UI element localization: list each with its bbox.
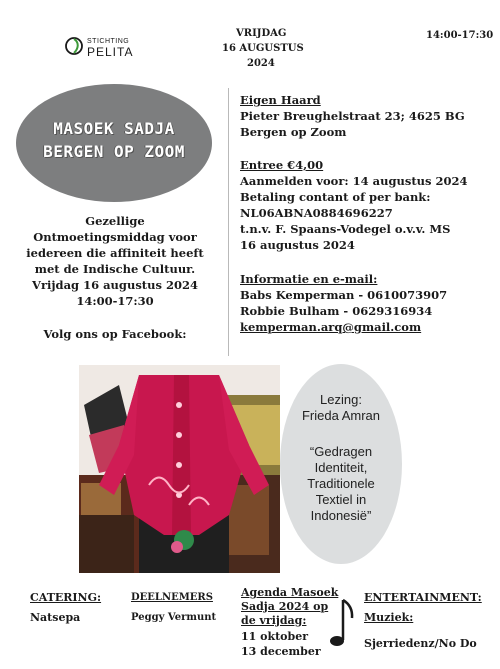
agenda-line-1: Agenda Masoek: [241, 586, 339, 599]
intro-line-4: met de Indische Cultuur.: [34, 262, 196, 276]
venue-name: Eigen Haard: [240, 93, 321, 107]
title-line-1: MASOEK SADJA: [53, 119, 175, 138]
venue-address-2: Bergen op Zoom: [240, 125, 347, 139]
entertainment-heading: ENTERTAINMENT:: [364, 591, 482, 604]
lecture-topic-line-1: “Gedragen: [309, 444, 373, 459]
venue-address-1: Pieter Breughelstraat 23; 4625 BG: [240, 109, 465, 123]
entry-price: Entree €4,00: [240, 158, 324, 172]
intro-line-3: iedereen die affiniteit heeft: [26, 246, 204, 260]
logo-title: PELITA: [87, 45, 134, 59]
column-divider: [228, 88, 229, 356]
music-note-icon: [328, 596, 356, 652]
pelita-logo-icon: [64, 36, 84, 56]
catering-heading: CATERING:: [30, 591, 102, 604]
participants-value: Peggy Vermunt: [131, 612, 217, 623]
contact-heading: Informatie en e-mail:: [240, 272, 378, 286]
agenda-date-1: 11 oktober: [241, 630, 308, 643]
lecture-speaker: Frieda Amran: [301, 408, 381, 423]
header-date: 16 AUGUSTUS: [222, 43, 304, 54]
payment-info: Betaling contant of per bank:: [240, 190, 431, 204]
contact-person-2: Robbie Bulham - 0629316934: [240, 304, 433, 318]
intro-line-6: 14:00-17:30: [76, 294, 154, 308]
lecture-topic-line-2: Identiteit,: [314, 460, 368, 475]
title-oval: [16, 84, 212, 202]
lecture-oval: [280, 364, 402, 564]
intro-line-2: Ontmoetingsmiddag voor: [33, 230, 197, 244]
intro-line-1: Gezellige: [85, 214, 145, 228]
catering-value: Natsepa: [30, 611, 81, 624]
music-value: Sjerriedenz/No Do: [364, 637, 477, 650]
facebook-label[interactable]: Volg ons op Facebook:: [43, 327, 187, 341]
header-day: VRIJDAG: [236, 28, 287, 39]
register-deadline: Aanmelden voor: 14 augustus 2024: [240, 174, 468, 188]
agenda-line-2: Sadja 2024 op: [241, 600, 329, 613]
participants-heading: DEELNEMERS: [131, 592, 213, 603]
contact-email-link[interactable]: kemperman.arq@gmail.com: [240, 320, 422, 334]
lecture-topic-line-4: Textiel in: [315, 492, 367, 507]
contact-person-1: Babs Kemperman - 0610073907: [240, 288, 448, 302]
lecture-topic-line-3: Traditionele: [307, 476, 375, 491]
logo-subtitle: STICHTING: [87, 38, 130, 45]
title-line-2: BERGEN OP ZOOM: [43, 142, 185, 161]
intro-line-5: Vrijdag 16 augustus 2024: [32, 278, 198, 292]
payment-deadline: 16 augustus 2024: [240, 238, 355, 252]
payment-attn: t.n.v. F. Spaans-Vodegel o.v.v. MS: [240, 222, 451, 236]
agenda-line-3: de vrijdag:: [241, 614, 307, 627]
agenda-date-2: 13 december: [241, 645, 321, 658]
iban: NL06ABNA0884696227: [240, 206, 393, 220]
header-year: 2024: [247, 58, 275, 69]
music-heading: Muziek:: [364, 611, 414, 624]
textile-photo: [79, 365, 280, 573]
lecture-label: Lezing:: [320, 392, 362, 407]
header-time: 14:00-17:30: [426, 30, 494, 41]
lecture-topic-line-5: Indonesië”: [310, 508, 372, 523]
